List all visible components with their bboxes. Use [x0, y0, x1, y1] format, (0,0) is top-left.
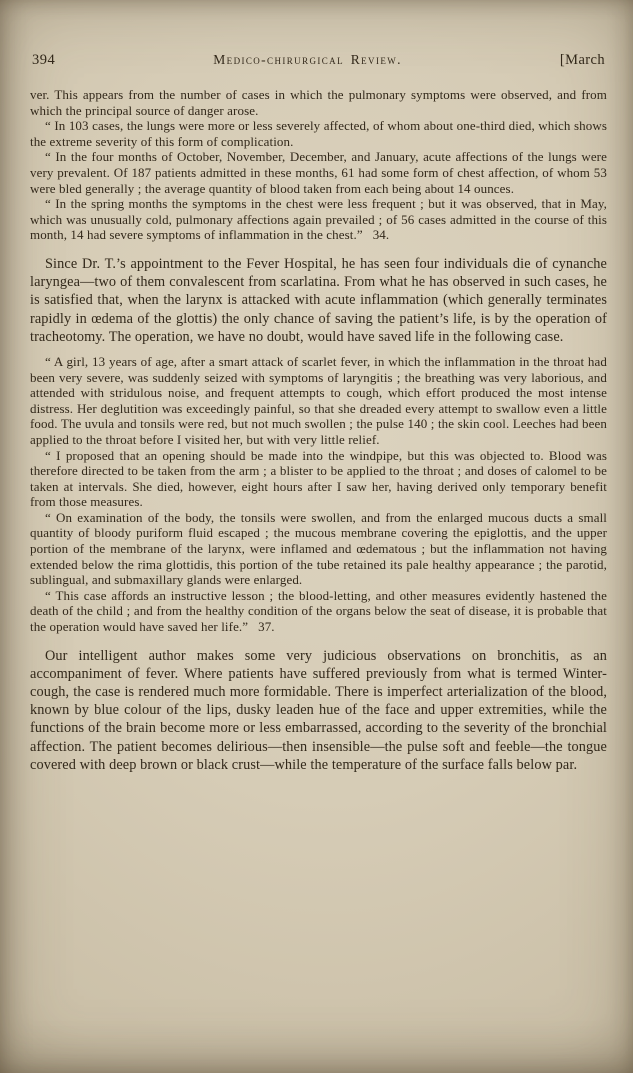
paragraph: Since Dr. T.’s appointment to the Fever Hospital, he has seen four individuals die of cynanche laryngea—two of them convalescent from scarlatina. From what he has observed in such cases, he is satisfied that, when the larynx is attacked with acute inflammation (which generally terminates rapidly in œdema of the glottis) the only chance of saving the patient’s life, is by the operation of tracheotomy. The operation, we have no doubt, would have saved life in the following case.	[30, 255, 607, 345]
paragraph: “ In the spring months the symptoms in the chest were less frequent ; but it was observed, that in May, which was unusually cold, pulmonary affections again prevailed ; of 56 cases admitted in the course of this month, 14 had severe symptoms of inflammation in the chest.” 34.	[30, 196, 607, 243]
running-head	[30, 52, 607, 69]
paragraph: “ This case affords an instructive lesson ; the blood-letting, and other measures evidently hastened the death of the child ; and from the healthy condition of the organs below the seat of disease, it is probable that the operation would have saved her life.” 37.	[30, 587, 607, 635]
page-content-area	[30, 52, 607, 774]
journal-title: Medico-chirurgical Review.	[213, 52, 402, 67]
paragraph: ver. This appears from the number of cases in which the pulmonary symptoms were observed, and from which the principal source of danger arose.	[30, 87, 607, 118]
paragraph: “ In the four months of October, November, December, and January, acute affections of the lungs were very prevalent. Of 187 patients admitted in these months, 61 had some form of chest affection, of whom 53 were bled generally ; the average quantity of blood taken from each being about 14 ounces.	[30, 149, 607, 196]
paragraph: “ On examination of the body, the tonsils were swollen, and from the enlarged mucous ducts a small quantity of bloody puriform fluid escaped ; the mucous membrane covering the epiglottis, and the upper portion of the membrane of the larynx, were inflamed and œdematous ; but the inflammation not having extended below the rima glottidis, this portion of the tube retained its pale healthy appearance ; the parotid, sublingual, and submaxillary glands were enlarged.	[30, 509, 607, 588]
paragraph: “ In 103 cases, the lungs were more or less severely affected, of whom about one-third died, which shows the extreme severity of this form of complication.	[30, 118, 607, 149]
paragraph: Our intelligent author makes some very judicious observations on bronchitis, as an accompaniment of fever. Where patients have suffered previously from what is termed Winter-cough, the case is rendered much more formidable. There is imperfect arterialization of the blood, known by blue colour of the lips, dusky leaden hue of the face and upper extremities, while the functions of the brain become more or less embarrassed, according to the severity of the bronchial affection. The patient becomes delirious—then insensible—the pulse soft and feeble—the tongue covered with deep brown or black crust—while the temperature of the surface falls below par.	[30, 647, 607, 773]
paragraph: “ I proposed that an opening should be made into the windpipe, but this was objected to. Blood was therefore directed to be taken from the arm ; a blister to be applied to the throat ; and doses of calomel to be taken at intervals. She died, however, eight hours after I saw her, having derived only temporary benefit from those measures.	[30, 447, 607, 510]
page-number: 394	[32, 52, 56, 68]
page-body	[30, 87, 607, 774]
paragraph: “ A girl, 13 years of age, after a smart attack of scarlet fever, in which the inflammation in the throat had been very severe, was suddenly seized with symptoms of laryngitis ; the breathing was very laborious, and attended with stridulous noise, and frequent attempts to cough, which effort produced the most intense distress. Her deglutition was exceedingly painful, so that she dreaded every attempt to swallow even a little food. The uvula and tonsils were red, but not much swollen ; the pulse 140 ; the skin cool. Leeches had been applied to the throat before I visited her, but with very little relief.	[30, 353, 607, 447]
issue-date: [March	[559, 52, 605, 68]
